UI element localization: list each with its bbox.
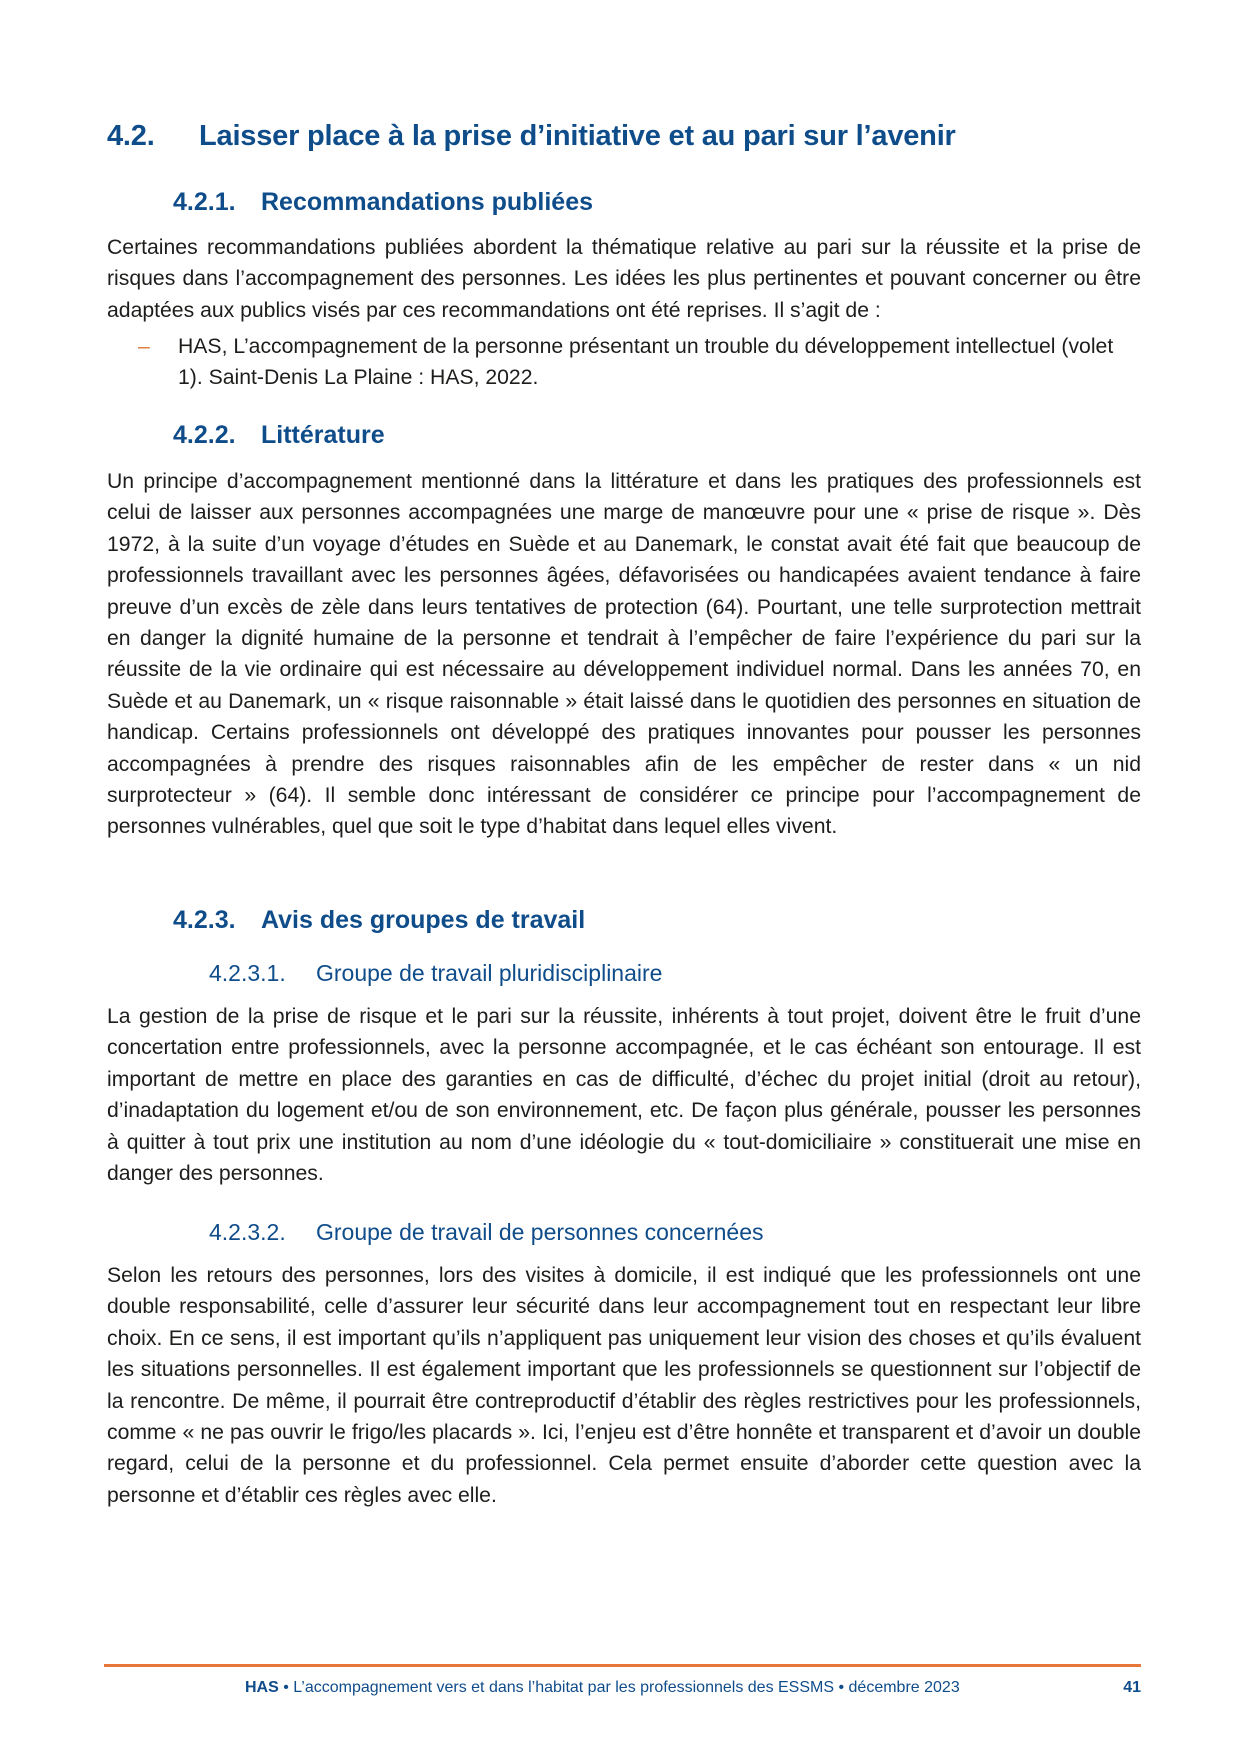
section-title: Laisser place à la prise d’initiative et au pari sur l’avenir: [199, 120, 956, 152]
page-number: 41: [1123, 1679, 1141, 1696]
subsubsection-number: 4.2.3.1.: [209, 960, 286, 986]
section-number: 4.2.: [107, 120, 155, 152]
paragraph-litterature: Un principe d’accompagnement mentionné dans la littérature et dans les pratiques des professionnels est celui de laisser aux personnes accompagnées une marge de manœuvre pour une « prise de risque ». Dès 1972, à la suite d’un voyage d’études en Suède et au Danemark, le constat avait été fait que beaucoup de professionnels travaillant avec les personnes âgées, défavorisées ou handicapées avaient tendance à faire preuve d’un excès de zèle dans leurs tentatives de protection (64). Pourtant, une telle surprotection mettrait en danger la dignité humaine de la personne et tendrait à l’empêcher de faire l’expérience du pari sur la réussite de la vie ordinaire qui est nécessaire au développement individuel normal. Dans les années 70, en Suède et au Danemark, un « risque raisonnable » était laissé dans le quotidien des personnes en situation de handicap. Certains professionnels ont développé des pratiques innovantes pour pousser les personnes accompagnées à prendre des risques raisonnables afin de les empêcher de rester dans « un nid surprotecteur » (64). Il semble donc intéressant de considérer ce principe pour l’accompagnement de personnes vulnérables, quel que soit le type d’habitat dans lequel elles vivent.: [107, 470, 1141, 839]
subsubsection-title: Groupe de travail de personnes concernées: [316, 1219, 764, 1245]
subsubsection-title: Groupe de travail pluridisciplinaire: [316, 960, 663, 986]
footer-separator: •: [278, 1679, 294, 1696]
footer-divider: [104, 1664, 1141, 1667]
footer-title: L’accompagnement vers et dans l’habitat par les professionnels des ESSMS: [293, 1679, 835, 1696]
subsection-title: Recommandations publiées: [261, 188, 594, 216]
subsection-heading-recommandations: [173, 188, 593, 217]
paragraph-pluridisciplinaire: La gestion de la prise de risque et le pari sur la réussite, inhérents à tout projet, doivent être le fruit d’une concertation entre professionnels, avec la personne accompagnée, et le cas échéant son entourage. Il est important de mettre en place des garanties en cas de difficulté, d’échec du projet initial (droit au retour), d’inadaptation du logement et/ou de son environnement, etc. De façon plus générale, pousser les personnes à quitter à tout prix une institution au nom d’une idéologie du « tout-domiciliaire » constituerait une mise en danger des personnes.: [107, 1005, 1141, 1186]
footer-brand: HAS: [245, 1679, 279, 1696]
paragraph-personnes-concernees: Selon les retours des personnes, lors des visites à domicile, il est indiqué que les professionnels ont une double responsabilité, celle d’assurer leur sécurité dans leur accompagnement tout en respectant leur libre choix. En ce sens, il est important qu’ils n’appliquent pas uniquement leur vision des choses et qu’ils évaluent les situations personnelles. Il est également important que les professionnels se questionnent sur l’objectif de la rencontre. De même, il pourrait être contreproductif d’établir des règles restrictives pour les professionnels, comme « ne pas ouvrir le frigo/les placards ». Ici, l’enjeu est d’être honnête et transparent et d’avoir un double regard, celui de la personne et du professionnel. Cela permet ensuite d’aborder cette question avec la personne et d’établir ces règles avec elle.: [107, 1264, 1141, 1507]
subsubsection-number: 4.2.3.2.: [209, 1219, 286, 1245]
subsection-number: 4.2.1.: [173, 188, 236, 216]
subsection-number: 4.2.3.: [173, 906, 236, 934]
bullet-list-item: [138, 331, 1141, 394]
footer-text: [245, 1679, 960, 1697]
footer-separator: •: [834, 1679, 849, 1696]
subsection-title: Avis des groupes de travail: [261, 906, 586, 934]
subsection-heading-litterature: [173, 421, 385, 450]
paragraph-recommandations: Certaines recommandations publiées abordent la thématique relative au pari sur la réussite et la prise de risques dans l’accompagnement des personnes. Les idées les plus pertinentes et pouvant concerner ou être adaptées aux publics visés par ces recommandations ont été reprises. Il s’agit de :: [107, 236, 1141, 322]
subsubsection-heading-pluridisciplinaire: [209, 960, 662, 987]
subsubsection-heading-personnes-concernees: [209, 1219, 764, 1246]
footer-date: décembre 2023: [848, 1679, 960, 1696]
subsection-title: Littérature: [261, 421, 385, 449]
dash-bullet-icon: –: [138, 335, 150, 358]
section-heading: [107, 120, 956, 153]
bullet-text: HAS, L’accompagnement de la personne présentant un trouble du développement intellectuel (volet 1). Saint-Denis La Plaine : HAS, 2022.: [178, 335, 1114, 390]
subsection-heading-avis: [173, 906, 585, 935]
subsection-number: 4.2.2.: [173, 421, 236, 449]
